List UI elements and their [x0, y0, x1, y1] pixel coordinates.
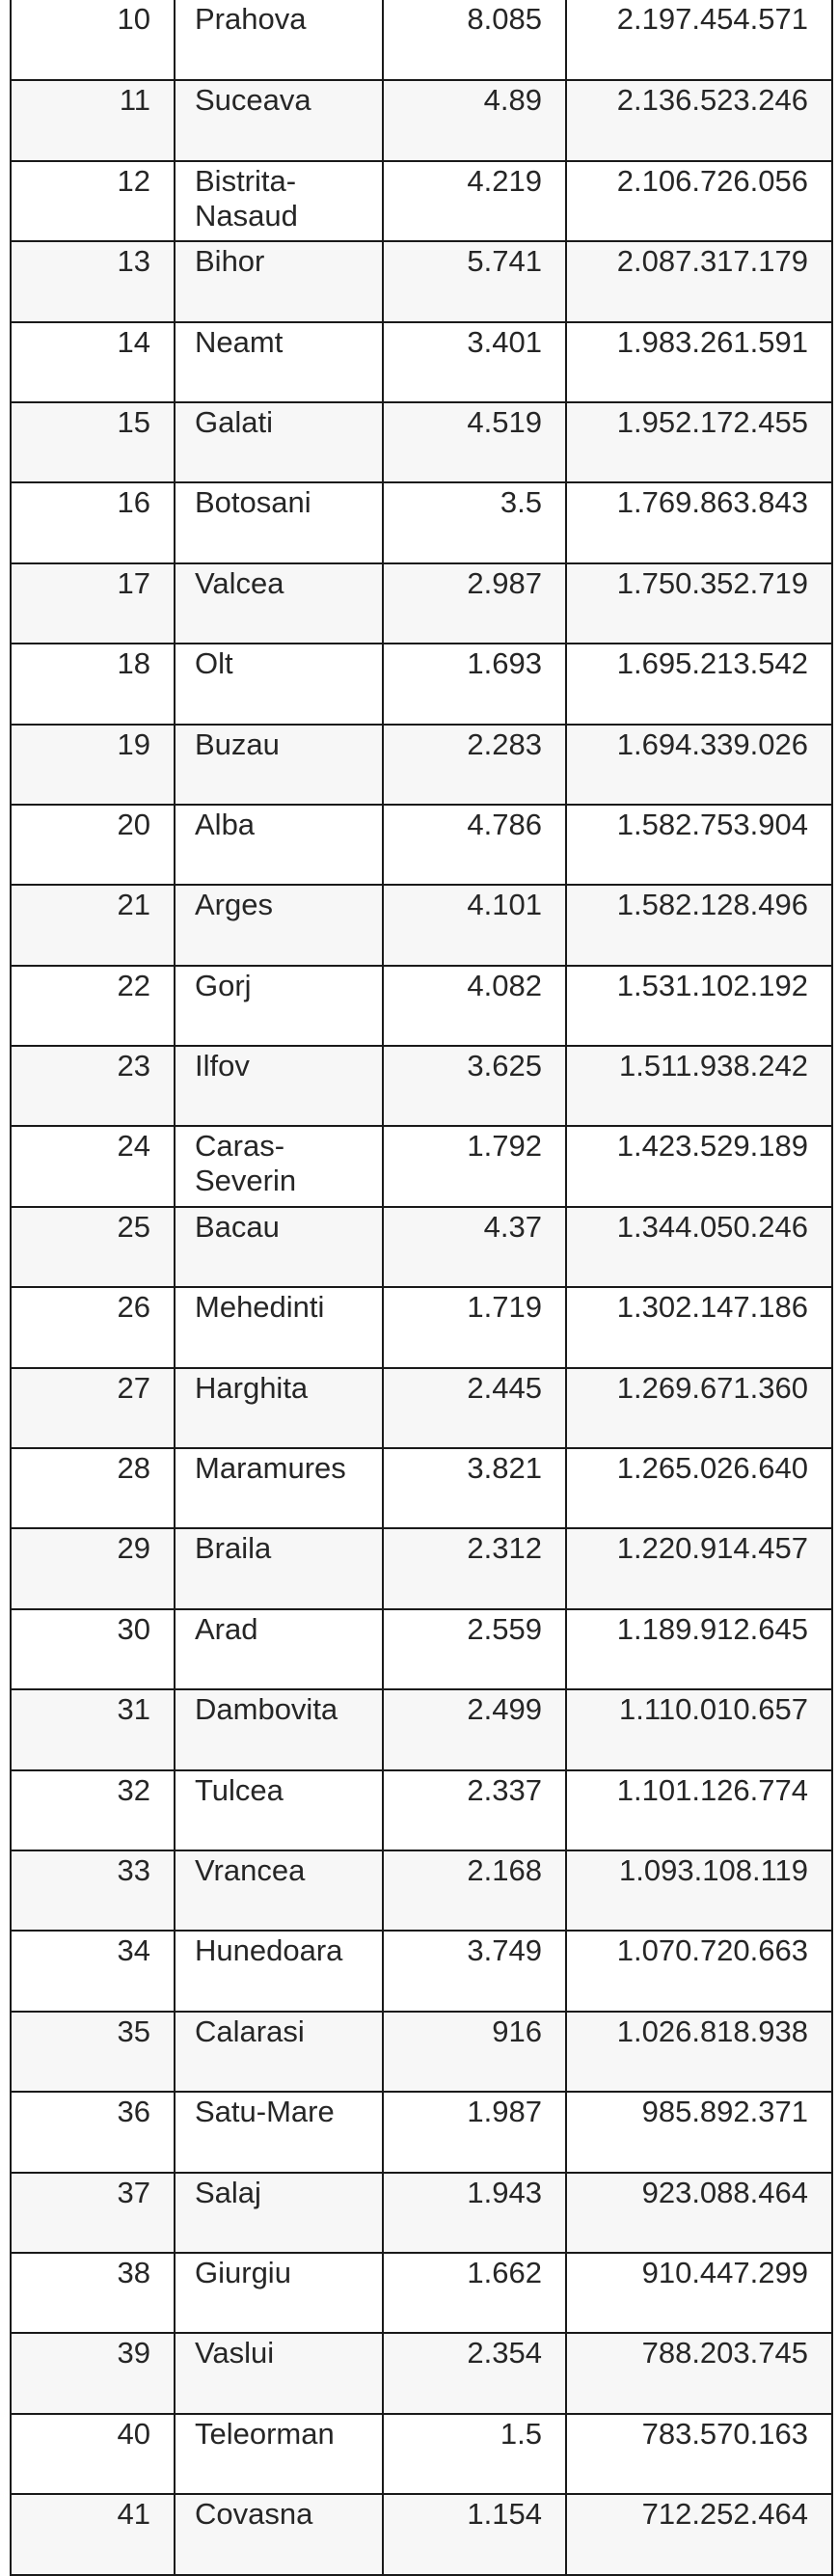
county-name-cell: Botosani	[175, 482, 383, 562]
area-cell: 5.741	[383, 241, 566, 321]
rank-cell: 24	[11, 1126, 175, 1206]
county-name-cell: Arad	[175, 1609, 383, 1689]
table-row	[11, 1448, 832, 1528]
county-name-cell: Suceava	[175, 80, 383, 160]
rank-cell: 20	[11, 805, 175, 885]
rank-cell: 12	[11, 161, 175, 241]
rank-cell: 37	[11, 2173, 175, 2253]
table-row	[11, 1046, 832, 1126]
rank-cell: 34	[11, 1931, 175, 2011]
county-name-cell: Prahova	[175, 0, 383, 80]
county-name-cell: Buzau	[175, 725, 383, 805]
area-cell: 4.786	[383, 805, 566, 885]
value-cell: 1.694.339.026	[566, 725, 832, 805]
area-cell: 2.354	[383, 2333, 566, 2413]
value-cell: 1.344.050.246	[566, 1207, 832, 1287]
table-row	[11, 1689, 832, 1769]
value-cell: 1.582.753.904	[566, 805, 832, 885]
value-cell: 2.087.317.179	[566, 241, 832, 321]
table-row	[11, 2414, 832, 2494]
value-cell: 2.136.523.246	[566, 80, 832, 160]
table-row	[11, 1770, 832, 1850]
rank-cell: 30	[11, 1609, 175, 1689]
area-cell: 1.719	[383, 1287, 566, 1367]
value-cell: 1.269.671.360	[566, 1368, 832, 1448]
rank-cell: 11	[11, 80, 175, 160]
value-cell: 1.189.912.645	[566, 1609, 832, 1689]
county-name-cell: Vaslui	[175, 2333, 383, 2413]
value-cell: 2.106.726.056	[566, 161, 832, 241]
county-name-cell: Giurgiu	[175, 2253, 383, 2333]
value-cell: 1.093.108.119	[566, 1850, 832, 1931]
rank-cell: 36	[11, 2092, 175, 2172]
table-row	[11, 2173, 832, 2253]
value-cell: 1.220.914.457	[566, 1528, 832, 1608]
area-cell: 2.337	[383, 1770, 566, 1850]
area-cell: 1.693	[383, 644, 566, 724]
county-name-cell: Braila	[175, 1528, 383, 1608]
table-row	[11, 563, 832, 644]
county-name-cell: Dambovita	[175, 1689, 383, 1769]
value-cell: 1.070.720.663	[566, 1931, 832, 2011]
rank-cell: 10	[11, 0, 175, 80]
table-row	[11, 2333, 832, 2413]
area-cell: 1.943	[383, 2173, 566, 2253]
rank-cell: 25	[11, 1207, 175, 1287]
area-cell: 916	[383, 2012, 566, 2092]
rank-cell: 40	[11, 2414, 175, 2494]
county-name-cell: Bistrita-Nasaud	[175, 161, 383, 241]
table-row	[11, 1287, 832, 1367]
value-cell: 788.203.745	[566, 2333, 832, 2413]
table-row	[11, 241, 832, 321]
rank-cell: 38	[11, 2253, 175, 2333]
county-name-cell: Mehedinti	[175, 1287, 383, 1367]
table-row	[11, 1368, 832, 1448]
value-cell: 1.110.010.657	[566, 1689, 832, 1769]
area-cell: 1.5	[383, 2414, 566, 2494]
rank-cell: 28	[11, 1448, 175, 1528]
county-name-cell: Calarasi	[175, 2012, 383, 2092]
county-name-cell: Arges	[175, 885, 383, 965]
county-name-cell: Teleorman	[175, 2414, 383, 2494]
value-cell: 1.695.213.542	[566, 644, 832, 724]
county-name-cell: Bacau	[175, 1207, 383, 1287]
rank-cell: 14	[11, 322, 175, 402]
value-cell: 1.302.147.186	[566, 1287, 832, 1367]
area-cell: 4.37	[383, 1207, 566, 1287]
area-cell: 3.401	[383, 322, 566, 402]
rank-cell: 15	[11, 402, 175, 482]
table-row	[11, 402, 832, 482]
county-name-cell: Gorj	[175, 966, 383, 1046]
county-name-cell: Caras-Severin	[175, 1126, 383, 1206]
rank-cell: 41	[11, 2494, 175, 2574]
value-cell: 1.531.102.192	[566, 966, 832, 1046]
rank-cell: 29	[11, 1528, 175, 1608]
rank-cell: 16	[11, 482, 175, 562]
area-cell: 3.5	[383, 482, 566, 562]
area-cell: 3.625	[383, 1046, 566, 1126]
table-row	[11, 2494, 832, 2574]
county-name-cell: Tulcea	[175, 1770, 383, 1850]
value-cell: 1.582.128.496	[566, 885, 832, 965]
value-cell: 1.952.172.455	[566, 402, 832, 482]
value-cell: 923.088.464	[566, 2173, 832, 2253]
value-cell: 1.769.863.843	[566, 482, 832, 562]
value-cell: 1.983.261.591	[566, 322, 832, 402]
value-cell: 1.026.818.938	[566, 2012, 832, 2092]
rank-cell: 32	[11, 1770, 175, 1850]
rank-cell: 27	[11, 1368, 175, 1448]
area-cell: 3.749	[383, 1931, 566, 2011]
area-cell: 4.101	[383, 885, 566, 965]
value-cell: 712.252.464	[566, 2494, 832, 2574]
table-row	[11, 885, 832, 965]
value-cell: 1.423.529.189	[566, 1126, 832, 1206]
area-cell: 1.987	[383, 2092, 566, 2172]
rank-cell: 21	[11, 885, 175, 965]
table-row	[11, 1528, 832, 1608]
rank-cell: 19	[11, 725, 175, 805]
county-name-cell: Galati	[175, 402, 383, 482]
rank-cell: 13	[11, 241, 175, 321]
table-row	[11, 80, 832, 160]
rank-cell: 39	[11, 2333, 175, 2413]
table-row	[11, 0, 832, 80]
table-row	[11, 322, 832, 402]
table-row	[11, 2253, 832, 2333]
rank-cell: 22	[11, 966, 175, 1046]
rank-cell: 31	[11, 1689, 175, 1769]
county-name-cell: Maramures	[175, 1448, 383, 1528]
rank-cell: 26	[11, 1287, 175, 1367]
area-cell: 1.792	[383, 1126, 566, 1206]
value-cell: 1.750.352.719	[566, 563, 832, 644]
area-cell: 2.168	[383, 1850, 566, 1931]
table-row	[11, 1126, 832, 1206]
value-cell: 1.265.026.640	[566, 1448, 832, 1528]
county-name-cell: Vrancea	[175, 1850, 383, 1931]
county-table	[10, 0, 833, 2576]
county-name-cell: Satu-Mare	[175, 2092, 383, 2172]
area-cell: 3.821	[383, 1448, 566, 1528]
table-row	[11, 1850, 832, 1931]
county-name-cell: Bihor	[175, 241, 383, 321]
rank-cell: 18	[11, 644, 175, 724]
table-row	[11, 805, 832, 885]
rank-cell: 23	[11, 1046, 175, 1126]
value-cell: 783.570.163	[566, 2414, 832, 2494]
table-row	[11, 1207, 832, 1287]
area-cell: 4.519	[383, 402, 566, 482]
county-table-body	[11, 0, 832, 2575]
table-row	[11, 966, 832, 1046]
value-cell: 2.197.454.571	[566, 0, 832, 80]
county-name-cell: Olt	[175, 644, 383, 724]
table-row	[11, 1931, 832, 2011]
table-row	[11, 1609, 832, 1689]
area-cell: 2.445	[383, 1368, 566, 1448]
table-row	[11, 2012, 832, 2092]
table-row	[11, 2092, 832, 2172]
county-name-cell: Alba	[175, 805, 383, 885]
rank-cell: 17	[11, 563, 175, 644]
area-cell: 2.283	[383, 725, 566, 805]
county-name-cell: Neamt	[175, 322, 383, 402]
table-row	[11, 725, 832, 805]
table-row	[11, 161, 832, 241]
rank-cell: 35	[11, 2012, 175, 2092]
area-cell: 1.662	[383, 2253, 566, 2333]
area-cell: 4.082	[383, 966, 566, 1046]
area-cell: 2.312	[383, 1528, 566, 1608]
area-cell: 1.154	[383, 2494, 566, 2574]
area-cell: 4.219	[383, 161, 566, 241]
value-cell: 985.892.371	[566, 2092, 832, 2172]
county-name-cell: Ilfov	[175, 1046, 383, 1126]
county-name-cell: Harghita	[175, 1368, 383, 1448]
rank-cell: 33	[11, 1850, 175, 1931]
value-cell: 1.511.938.242	[566, 1046, 832, 1126]
area-cell: 2.987	[383, 563, 566, 644]
table-row	[11, 482, 832, 562]
county-name-cell: Hunedoara	[175, 1931, 383, 2011]
value-cell: 910.447.299	[566, 2253, 832, 2333]
value-cell: 1.101.126.774	[566, 1770, 832, 1850]
county-name-cell: Valcea	[175, 563, 383, 644]
area-cell: 2.559	[383, 1609, 566, 1689]
area-cell: 4.89	[383, 80, 566, 160]
county-name-cell: Covasna	[175, 2494, 383, 2574]
area-cell: 2.499	[383, 1689, 566, 1769]
county-name-cell: Salaj	[175, 2173, 383, 2253]
table-row	[11, 644, 832, 724]
area-cell: 8.085	[383, 0, 566, 80]
